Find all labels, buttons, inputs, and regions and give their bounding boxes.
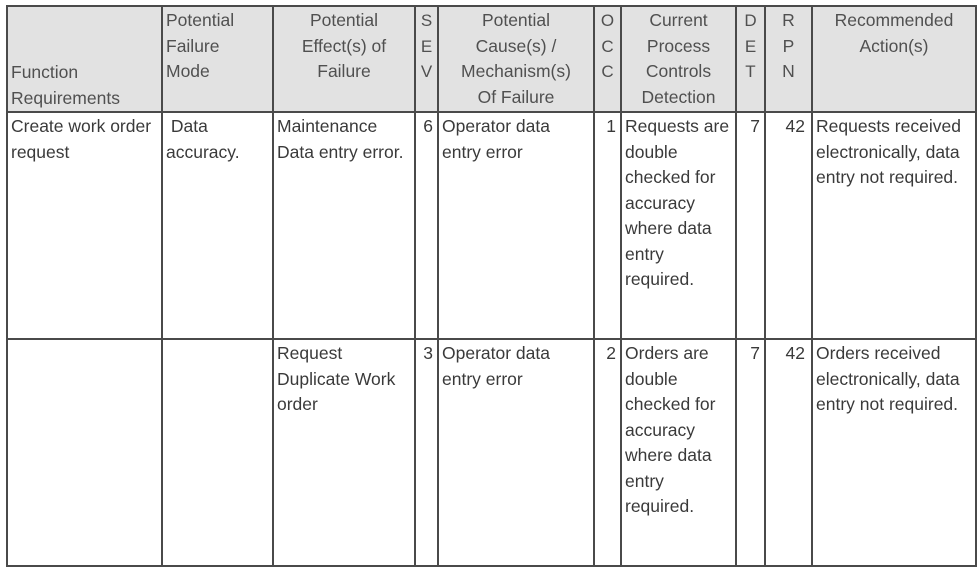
header-potential-causes: Potential Cause(s) / Mechanism(s) Of Failure (438, 6, 594, 112)
cell-failure-mode: Data accuracy. (162, 112, 273, 339)
cell-occurrence: 1 (594, 112, 621, 339)
cell-function (7, 339, 162, 566)
cell-function: Create work order request (7, 112, 162, 339)
cell-severity: 6 (415, 112, 438, 339)
cell-detection: 7 (736, 112, 765, 339)
header-recommended-actions: Recommended Action(s) (812, 6, 976, 112)
cell-causes: Operator data entry error (438, 339, 594, 566)
table-row (7, 339, 976, 566)
table-row (7, 112, 976, 339)
header-current-controls: Current Process Controls Detection (621, 6, 736, 112)
header-detection: D E T (736, 6, 765, 112)
header-potential-failure-mode: Potential Failure Mode (162, 6, 273, 112)
fmea-table (6, 5, 977, 567)
header-row (7, 6, 976, 112)
cell-severity: 3 (415, 339, 438, 566)
cell-detection: 7 (736, 339, 765, 566)
cell-recommended-action: Requests received electronically, data entry not required. (812, 112, 976, 339)
header-rpn: R P N (765, 6, 812, 112)
cell-occurrence: 2 (594, 339, 621, 566)
cell-effects: Request Duplicate Work order (273, 339, 415, 566)
cell-failure-mode (162, 339, 273, 566)
cell-rpn: 42 (765, 339, 812, 566)
fmea-document (6, 5, 975, 565)
cell-controls: Orders are double checked for accuracy where data entry required. (621, 339, 736, 566)
cell-causes: Operator data entry error (438, 112, 594, 339)
header-severity: S E V (415, 6, 438, 112)
cell-recommended-action: Orders received electronically, data entry not required. (812, 339, 976, 566)
header-potential-effects: Potential Effect(s) of Failure (273, 6, 415, 112)
header-function-requirements: Function Requirements (7, 6, 162, 112)
cell-controls: Requests are double checked for accuracy where data entry required. (621, 112, 736, 339)
cell-rpn: 42 (765, 112, 812, 339)
header-occurrence: O C C (594, 6, 621, 112)
cell-effects: Maintenance Data entry error. (273, 112, 415, 339)
